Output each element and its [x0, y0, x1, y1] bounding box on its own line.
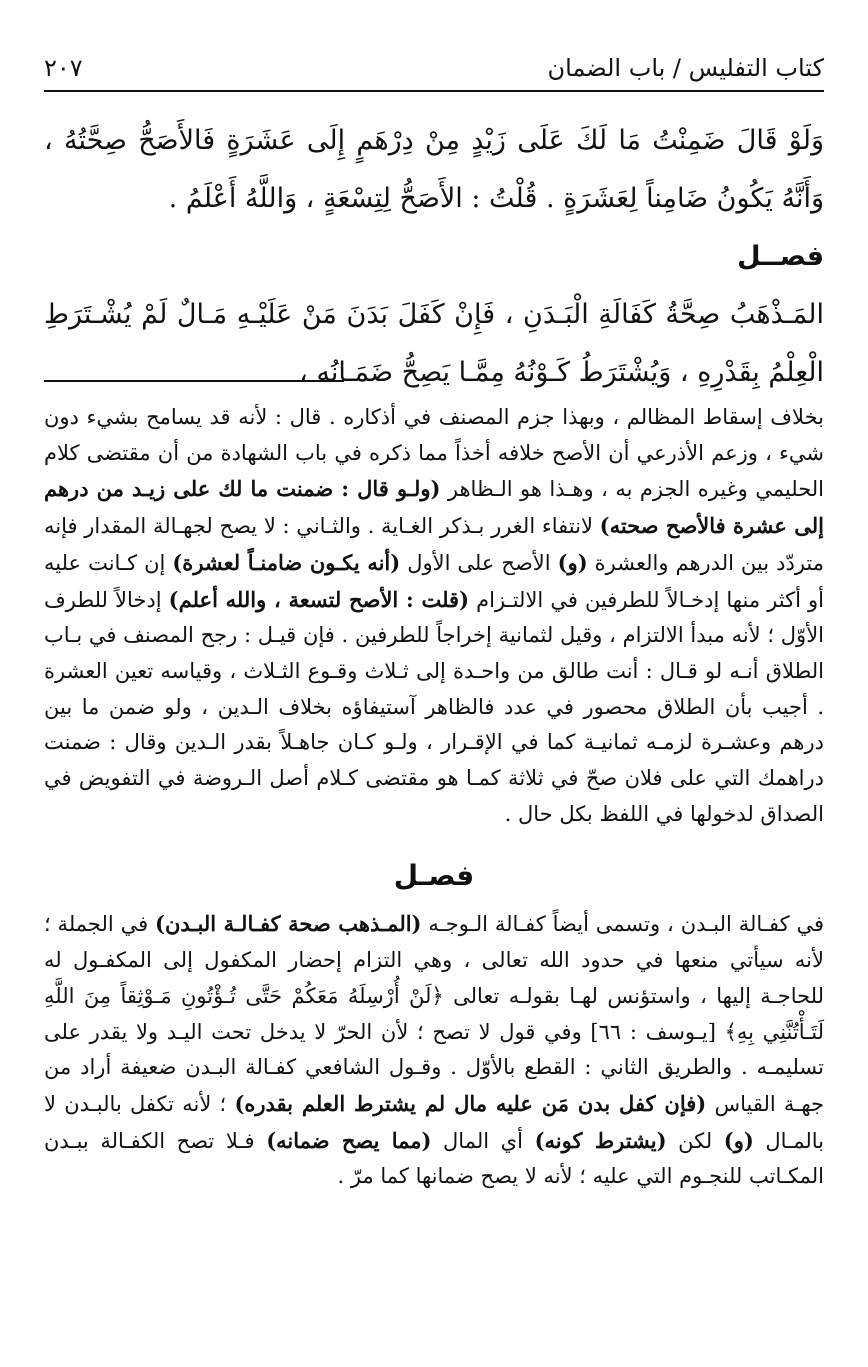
commentary-section-heading: فصـل	[393, 859, 475, 893]
commentary-text-run: لانتفاء الغرر بـذكر الغـاية . والثـاني : لا يصح لجهـالة المقدار فإنه متردّد بين الدرهم والعشرة	[44, 514, 824, 575]
quoted-matn: (المـذهب صحة كفـالـة البـدن)	[155, 911, 422, 937]
commentary-text	[44, 400, 824, 1195]
quoted-matn: (يشترط كونه)	[534, 1127, 667, 1153]
commentary-text-run: بخلاف إسقاط المظالم ، وبهذا جزم المصنف في أذكاره . قال : لأنه قد يسامح بشيء دون شيء ، وزعم الأذرعي أن الأصح خلافه أخذاً مما ذكره في باب الشهادة من أن مقتضى كلام الحليمي وغيره الجزم به ، وهـذا هو الـظاهر	[44, 405, 824, 502]
page-number: ٢٠٧	[44, 54, 83, 82]
commentary-paragraph-2	[44, 906, 824, 1195]
quoted-matn: (فإن كفل بدن مَن عليه مال لم يشترط العلم بقدره)	[234, 1090, 707, 1116]
commentary-text-run: أي المال	[431, 1128, 535, 1153]
commentary-text-run: إن كـانت عليه أو أكثر منها إدخـالاً للطرفين في الالتـزام	[44, 550, 824, 612]
quoted-matn: (مما يصح ضمانه)	[266, 1127, 432, 1153]
quoted-matn: (ولـو قال : ضمنت ما لك على زيـد من درهم إلى عشرة فالأصح صحته)	[44, 476, 824, 539]
matn-text	[44, 112, 824, 402]
commentary-paragraph-1	[44, 400, 824, 832]
page-header	[44, 50, 824, 92]
quoted-matn: (و)	[723, 1127, 754, 1153]
matn-section-heading: فصــل	[737, 241, 824, 272]
quoted-matn: (و)	[557, 549, 588, 575]
separator-line	[44, 380, 344, 382]
quoted-matn: (قلت : الأصح لتسعة ، والله أعلم)	[168, 586, 470, 612]
commentary-text-run: لكن	[666, 1128, 724, 1153]
matn-paragraph-2: المَـذْهَبُ صِحَّةُ كَفَالَةِ الْبَـدَنِ ، فَإِنْ كَفَلَ بَدَنَ مَنْ عَلَيْـهِ مَـالٌ لَمْ يُشْـتَرَطِ الْعِلْمُ بِقَدْرِهِ ، وَيُشْتَرَطُ كَـوْنُهُ مِمَّـا يَصِحُّ ضَمَـانُه ،	[44, 299, 824, 388]
commentary-text-run: ؛ لأنه تكفل بالبـدن لا بالمـال	[44, 1091, 824, 1153]
quoted-matn: (أنه يكـون ضامنـاً لعشرة)	[172, 549, 401, 575]
matn-paragraph-1: وَلَوْ قَالَ ضَمِنْتُ مَا لَكَ عَلَى زَيْدٍ مِنْ دِرْهَمٍ إِلَى عَشَرَةٍ فَالأَصَحُّ صِحَّتُهُ ، وَأَنَّهُ يَكُونُ ضَامِناً لِعَشَرَةٍ . قُلْتُ : الأَصَحُّ لِتِسْعَةٍ ، وَاللَّهُ أَعْلَمُ .	[44, 125, 824, 214]
commentary-text-run: فـلا تصح الكفـالة ببـدن المكـاتب للنجـوم التي عليه ؛ لأنه لا يصح ضمانها كما مرّ .	[44, 1128, 824, 1189]
commentary-text-run: إدخالاً للطرف الأوّل ؛ لأنه مبدأ الالتزام ، وقيل لثمانية إخراجاً للطرفين . فإن قيـل : رجح المصنف في بـاب الطلاق أنـه لو قـال : أنت طالق من واحـدة إلى ثـلاث وقـوع الثـلاث ، وقياسه تعين العشرة . أجيب بأن الطلاق محصور في عدد فالظاهر آستيفاؤه بخلاف الـدين ، ولو ضمن ما بين درهم وعشـرة لزمـه ثمانيـة كما في الإقـرار ، ولـو كـان جاهـلاً بقدر الـدين وقال : ضمنت دراهمك التي على فلان صحّ في ثلاثة كمـا هو مقتضى كـلام أصل الـروضة في التفويض في الصداق لدخولها في اللفظ بكل حال .	[44, 587, 824, 826]
commentary-text-run: في كفـالة البـدن ، وتسمى أيضاً كفـالة الـوجـه	[421, 912, 825, 937]
running-title: كتاب التفليس / باب الضمان	[547, 54, 824, 82]
commentary-text-run: في الجملة ؛ لأنه سيأتي منعها في حدود الله تعالى ، وهي التزام إحضار المكفول إلى المكفـول له للحاجـة إليها ، واستؤنس لهـا بقولـه تعالى ﴿لَنْ أُرْسِلَهُ مَعَكُمْ حَتَّى تُـؤْتُونِ مَـوْثِقاً مِنَ اللَّهِ لَتَـأْتُنَّنِي بِهِ﴾ [يـوسف : ٦٦] وفي قول لا تصح ؛ لأن الحرّ لا يدخل تحت اليـد ولا يقدر على تسليمـه . والطريق الثاني : القطع بالأوّل . وقـول الشافعي كفـالة البـدن ضعيفة أراد من جهـة القياس	[44, 912, 824, 1116]
commentary-text-run: الأصح على الأول	[400, 550, 558, 575]
